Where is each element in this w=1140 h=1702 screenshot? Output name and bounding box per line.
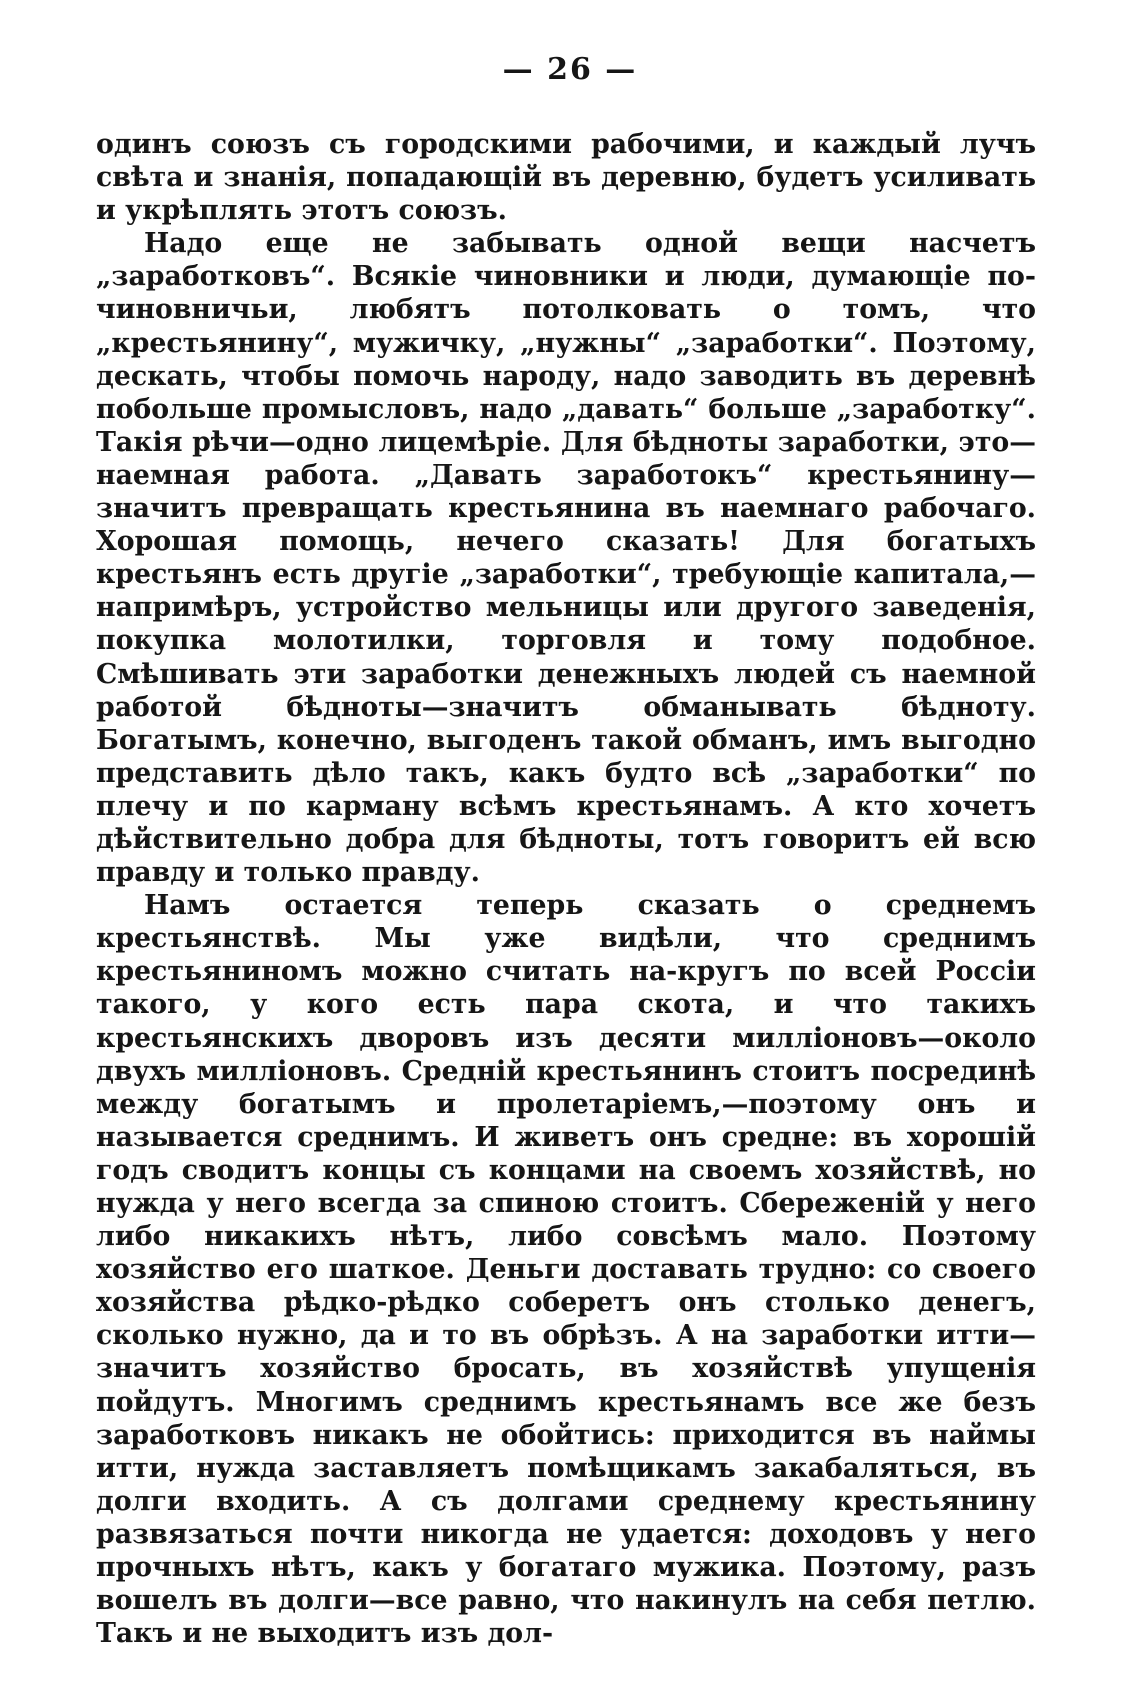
paragraph-2: Надо еще не забывать одной вещи насчетъ „заработковъ“. Всякіе чиновники и люди, думающіе по-чиновничьи, любятъ потолковать о томъ, что „крестьянину“, мужичку, „нужны“ „заработки“. Поэтому, дескать, чтобы помочь народу, надо заводить въ деревнѣ побольше промысловъ, надо „давать“ больше „заработку“. Такія рѣчи—одно лицемѣріе. Для бѣдноты заработки, это—наемная работа. „Давать заработокъ“ крестьянину—значитъ превращать крестьянина въ наемнаго рабочаго. Хорошая помощь, нечего сказать! Для богатыхъ крестьянъ есть другіе „заработки“, требующіе капитала,—напримѣръ, устройство мельницы или другого заведенія, покупка молотилки, торговля и тому подобное. Смѣшивать эти заработки денежныхъ людей съ наемной работой бѣдноты—значитъ обманывать бѣдноту. Богатымъ, конечно, выгоденъ такой обманъ, имъ выгодно представить дѣло такъ, какъ будто всѣ „заработки“ по плечу и по карману всѣмъ крестьянамъ. А кто хочетъ дѣйствительно добра для бѣдноты, тотъ говоритъ ей всю правду и только правду. bbox=[96, 228, 1036, 889]
paragraph-1: одинъ союзъ съ городскими рабочими, и каждый лучъ свѣта и знанія, попадающій въ деревню, будетъ усиливать и укрѣплять этотъ союзъ. bbox=[96, 129, 1036, 227]
paragraph-3: Намъ остается теперь сказать о среднемъ крестьянствѣ. Мы уже видѣли, что среднимъ крестьяниномъ можно считать на-кругъ по всей Россіи такого, у кого есть пара скота, и что такихъ крестьянскихъ дворовъ изъ десяти милліоновъ—около двухъ милліоновъ. Средній крестьянинъ стоитъ посрединѣ между богатымъ и пролетаріемъ,—поэтому онъ и называется среднимъ. И живетъ онъ средне: въ хорошій годъ сводитъ концы съ концами на своемъ хозяйствѣ, но нужда у него всегда за спиною стоитъ. Сбереженій у него либо никакихъ нѣтъ, либо совсѣмъ мало. Поэтому хозяйство его шаткое. Деньги доставать трудно: со своего хозяйства рѣдко-рѣдко соберетъ онъ столько денегъ, сколько нужно, да и то въ обрѣзъ. А на заработки итти—значитъ хозяйство бросать, въ хозяйствѣ упущенія пойдутъ. Многимъ среднимъ крестьянамъ все же безъ заработковъ никакъ не обойтись: приходится въ наймы итти, нужда заставляетъ помѣщикамъ закабаляться, въ долги входить. А съ долгами среднему крестьянину развязаться почти никогда не удается: доходовъ у него прочныхъ нѣтъ, какъ у богатаго мужика. Поэтому, разъ вошелъ въ долги—все равно, что накинулъ на себя петлю. Такъ и не выходитъ изъ дол- bbox=[96, 890, 1036, 1650]
page-number: — 26 — bbox=[502, 52, 638, 87]
body-text bbox=[96, 128, 1036, 1650]
